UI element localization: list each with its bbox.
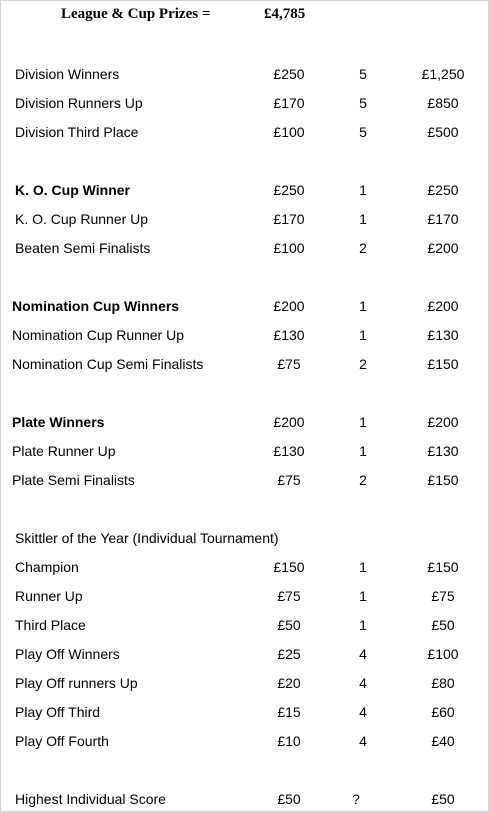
prize-total: £1,250: [421, 66, 465, 82]
prize-label: Beaten Semi Finalists: [15, 240, 151, 256]
prize-total: £250: [427, 182, 459, 198]
prize-quantity: 1: [359, 182, 367, 198]
prize-row: [0, 298, 488, 320]
prize-quantity: 4: [359, 733, 367, 749]
prize-total: £50: [431, 617, 455, 633]
prize-amount: £100: [273, 124, 305, 140]
prize-total: £150: [427, 472, 459, 488]
prize-label: Plate Semi Finalists: [12, 472, 135, 488]
prize-row: [0, 443, 488, 465]
prize-label: Division Runners Up: [15, 95, 143, 111]
prize-row: [0, 240, 488, 262]
prize-total: £60: [431, 704, 455, 720]
prize-label: Division Third Place: [15, 124, 139, 140]
prize-amount: £10: [277, 733, 301, 749]
prize-total: £50: [431, 791, 455, 807]
prize-label: K. O. Cup Runner Up: [15, 211, 149, 227]
prize-quantity: 2: [359, 356, 367, 372]
prize-row: [0, 327, 488, 349]
prize-quantity: 4: [359, 646, 367, 662]
prize-label: Play Off runners Up: [15, 675, 138, 691]
prize-amount: £150: [273, 559, 305, 575]
prize-amount: £25: [277, 646, 301, 662]
prize-total: £500: [427, 124, 459, 140]
prize-label: Highest Individual Score: [15, 791, 166, 807]
prize-label: K. O. Cup Winner: [15, 182, 130, 198]
prize-amount: £130: [273, 443, 305, 459]
prize-label: Champion: [15, 559, 79, 575]
prize-total: £200: [427, 240, 459, 256]
prize-label: Play Off Winners: [15, 646, 120, 662]
prize-label: Nomination Cup Runner Up: [12, 327, 184, 343]
prize-total: £80: [431, 675, 455, 691]
prize-label: Play Off Third: [15, 704, 101, 720]
prize-row: [0, 646, 488, 668]
prize-amount: £20: [277, 675, 301, 691]
prize-row: [0, 617, 488, 639]
prize-label: Runner Up: [15, 588, 83, 604]
prize-amount: £75: [277, 588, 301, 604]
prize-row: [0, 211, 488, 233]
prize-total: £150: [427, 356, 459, 372]
prize-amount: £50: [277, 791, 301, 807]
prize-row: [0, 588, 488, 610]
prize-total: £170: [427, 211, 459, 227]
prize-label: Third Place: [15, 617, 86, 633]
prize-quantity: 1: [359, 298, 367, 314]
prize-label: Nomination Cup Winners: [12, 298, 180, 314]
prize-total: £130: [427, 443, 459, 459]
prize-row: [0, 559, 488, 581]
prize-quantity: 1: [359, 414, 367, 430]
prize-total: £150: [427, 559, 459, 575]
prize-row: [0, 704, 488, 726]
prize-quantity: 5: [359, 95, 367, 111]
grand-total: £4,785: [264, 6, 306, 22]
frame-border-top: [0, 0, 490, 1]
prize-row: [0, 66, 488, 88]
prize-row: [0, 182, 488, 204]
prize-total: £75: [431, 588, 455, 604]
prize-amount: £200: [273, 298, 305, 314]
prize-quantity: 4: [359, 675, 367, 691]
prize-label: Division Winners: [15, 66, 120, 82]
prize-quantity: 1: [359, 327, 367, 343]
prize-label: Plate Winners: [12, 414, 105, 430]
prize-quantity: 4: [359, 704, 367, 720]
prize-total: £100: [427, 646, 459, 662]
prize-row: [0, 472, 488, 494]
prize-amount: £100: [273, 240, 305, 256]
prize-amount: £75: [277, 356, 301, 372]
prize-amount: £130: [273, 327, 305, 343]
section-header-skittler: Skittler of the Year (Individual Tournament): [15, 530, 279, 546]
prize-row: [0, 356, 488, 378]
prize-label: Nomination Cup Semi Finalists: [12, 356, 204, 372]
prize-quantity: 1: [359, 559, 367, 575]
prize-total: £40: [431, 733, 455, 749]
prize-quantity: 1: [359, 211, 367, 227]
prize-amount: £170: [273, 211, 305, 227]
prize-row: [0, 124, 488, 146]
prize-row: [0, 733, 488, 755]
prize-quantity: 2: [359, 240, 367, 256]
prize-total: £130: [427, 327, 459, 343]
prize-quantity: 5: [359, 66, 367, 82]
prize-quantity: 1: [359, 443, 367, 459]
prize-label: Plate Runner Up: [12, 443, 116, 459]
prize-amount: £15: [277, 704, 301, 720]
prize-total: £850: [427, 95, 459, 111]
prize-amount: £200: [273, 414, 305, 430]
prize-quantity: ?: [352, 791, 360, 807]
prize-total: £200: [427, 414, 459, 430]
page-title: League & Cup Prizes =: [61, 6, 211, 22]
prize-total: £200: [427, 298, 459, 314]
prize-amount: £170: [273, 95, 305, 111]
prize-amount: £75: [277, 472, 301, 488]
prize-quantity: 1: [359, 617, 367, 633]
prize-amount: £250: [273, 66, 305, 82]
prize-row: [0, 414, 488, 436]
prize-row: [0, 675, 488, 697]
prize-quantity: 5: [359, 124, 367, 140]
prize-amount: £250: [273, 182, 305, 198]
prize-row: [0, 791, 488, 813]
prize-label: Play Off Fourth: [15, 733, 109, 749]
prize-amount: £50: [277, 617, 301, 633]
prize-quantity: 2: [359, 472, 367, 488]
prize-quantity: 1: [359, 588, 367, 604]
prize-row: [0, 95, 488, 117]
